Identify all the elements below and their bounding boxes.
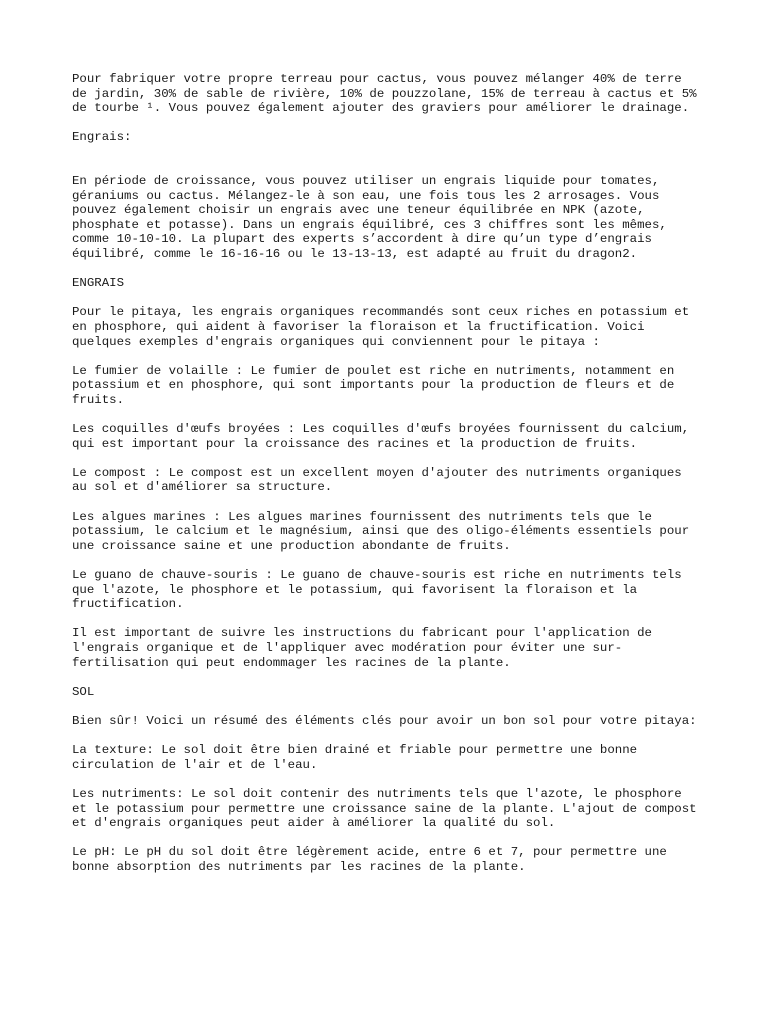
paragraph-coquilles-oeufs: Les coquilles d'œufs broyées : Les coquilles d'œufs broyées fournissent du calcium, qui est important pour la croissance des racines et la production de fruits. xyxy=(72,422,690,451)
paragraph-periode-croissance: En période de croissance, vous pouvez utiliser un engrais liquide pour tomates, géraniums ou cactus. Mélangez-le à son eau, une fois tous les 2 arrosages. Vous pouvez également choisir un engrais avec une teneur équilibrée en NPK (azote, phosphate et potasse). Dans un engrais équilibré, ces 3 chiffres sont les mêmes, comme 10-10-10. La plupart des experts s’accordent à dire qu’un type d’engrais équilibré, comme le 16-16-16 ou le 13-13-13, est adapté au fruit du dragon2. xyxy=(72,173,667,261)
paragraph-ph: Le pH: Le pH du sol doit être légèrement acide, entre 6 et 7, pour permettre une bonne absorption des nutriments par les racines de la plante. xyxy=(72,845,667,874)
heading-engrais: Engrais: xyxy=(72,130,132,145)
paragraph-nutriments: Les nutriments: Le sol doit contenir des nutriments tels que l'azote, le phosphore et le potassium pour permettre une croissance saine de la plante. L'ajout de compost et d'engrais organiques peut aider à améliorer la qualité du sol. xyxy=(72,786,697,831)
paragraph-algues-marines: Les algues marines : Les algues marines fournissent des nutriments tels que le potassium, le calcium et le magnésium, ainsi que des oligo-éléments essentiels pour une croissance saine et une production abondante de fruits. xyxy=(72,509,690,553)
paragraph-instructions-fabricant: Il est important de suivre les instructions du fabricant pour l'application de l'engrais organique et de l'appliquer avec modération pour éviter une sur-fertilisation qui peut endommager les racines de la plante. xyxy=(72,626,652,670)
paragraph-terreau-cactus: Pour fabriquer votre propre terreau pour cactus, vous pouvez mélanger 40% de terre de jardin, 30% de sable de rivière, 10% de pouzzolane, 15% de terreau à cactus et 5% de tourbe ¹. Vous pouvez également ajouter des graviers pour améliorer le drainage. xyxy=(72,72,697,116)
paragraph-guano: Le guano de chauve-souris : Le guano de chauve-souris est riche en nutriments tels que l'azote, le phosphore et le potassium, qui favorisent la floraison et la fructification. xyxy=(72,568,682,612)
section-heading-engrais: ENGRAIS xyxy=(72,276,125,291)
paragraph-compost: Le compost : Le compost est un excellent moyen d'ajouter des nutriments organiques au sol et d'améliorer sa structure. xyxy=(72,465,682,495)
paragraph-sol-intro: Bien sûr! Voici un résumé des éléments clés pour avoir un bon sol pour votre pitaya: xyxy=(72,713,697,728)
paragraph-pitaya-engrais-intro: Pour le pitaya, les engrais organiques recommandés sont ceux riches en potassium et en phosphore, qui aident à favoriser la floraison et la fructification. Voici quelques exemples d'engrais organiques qui conviennent pour le pitaya : xyxy=(72,305,690,349)
paragraph-fumier-volaille: Le fumier de volaille : Le fumier de poulet est riche en nutriments, notamment en potassium et en phosphore, qui sont importants pour la production de fleurs et de fruits. xyxy=(72,363,675,407)
section-heading-sol: SOL xyxy=(72,684,95,699)
document-page xyxy=(72,72,702,889)
paragraph-texture: La texture: Le sol doit être bien drainé et friable pour permettre une bonne circulation de l'air et de l'eau. xyxy=(72,743,638,772)
